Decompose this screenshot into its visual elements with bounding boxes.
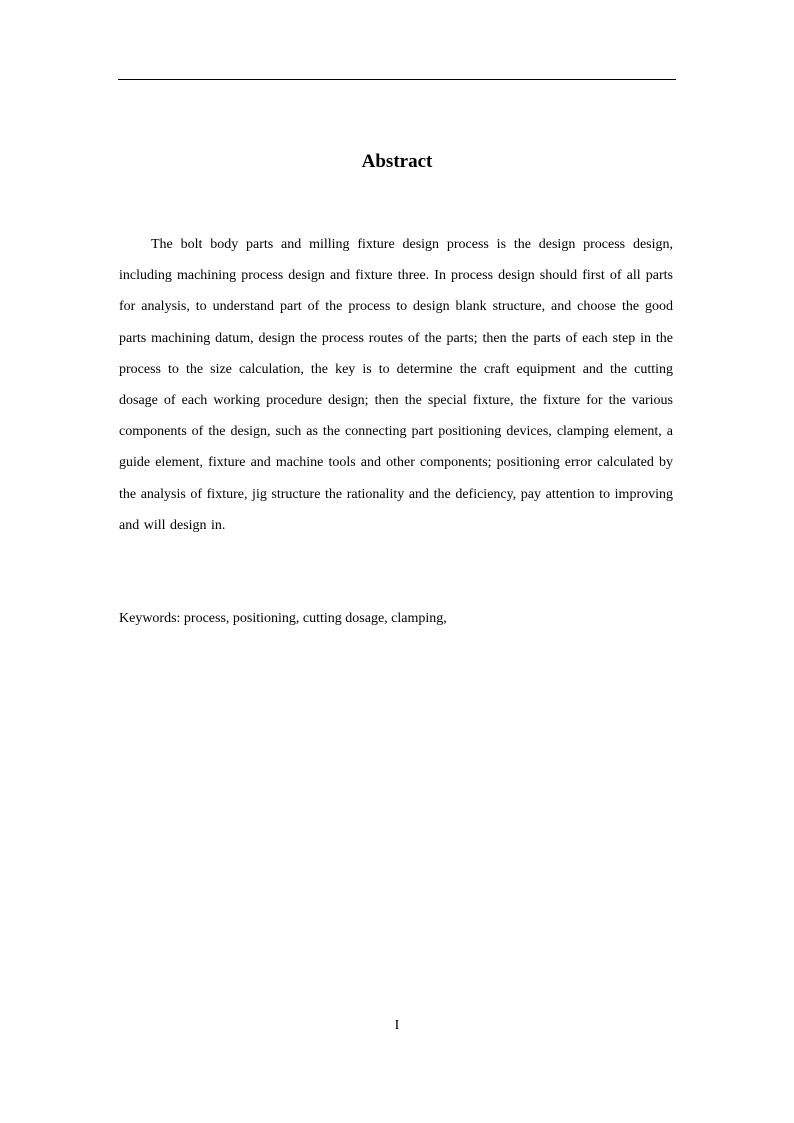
abstract-title: Abstract xyxy=(361,151,433,172)
abstract-body: The bolt body parts and milling fixture design process is the design process design, including machining process design and fixture three. In process design should first of all parts for analysis, to understand part of the process to design blank structure, and choose the good parts machining datum, design the process routes of the parts; then the parts of each step in the process to the size calculation, the key is to determine the craft equipment and the cutting dosage of each working procedure design; then the special fixture, the fixture for the various components of the design, such as the connecting part positioning devices, clamping element, a guide element, fixture and machine tools and other components; positioning error calculated by the analysis of fixture, jig structure the rationality and the deficiency, pay attention to improving and will design in. xyxy=(119,237,673,533)
keywords-line: Keywords: process, positioning, cutting dosage, clamping, xyxy=(119,611,447,626)
header-rule xyxy=(118,79,676,80)
page-number: I xyxy=(394,1018,400,1033)
